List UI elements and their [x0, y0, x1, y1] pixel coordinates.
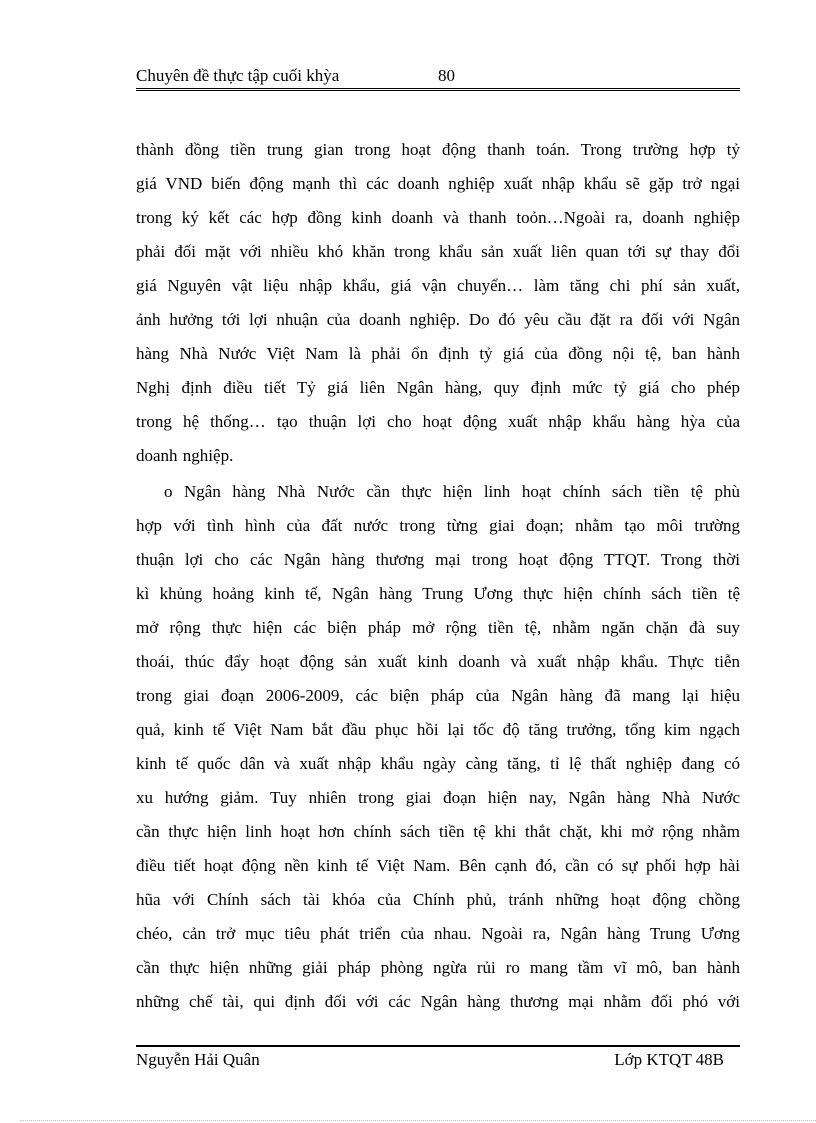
- text-line: quả, kinh tế Việt Nam bắt đầu phục hồi lại tốc độ tăng trưởng, tổng kim ngạch: [136, 720, 740, 739]
- page-edge-divider: [20, 1120, 816, 1121]
- text-line: doanh nghiệp.: [136, 446, 234, 465]
- text-line: Nghị định điều tiết Tỷ giá liên Ngân hàng, quy định mức tỷ giá cho phép: [136, 378, 740, 397]
- text-line: giá VND biến động mạnh thì các doanh nghiệp xuất nhập khẩu sẽ gặp trở ngại: [136, 174, 740, 193]
- text-line: mở rộng thực hiện các biện pháp mở rộng tiền tệ, nhằm ngăn chặn đà suy: [136, 618, 740, 637]
- author-name: Nguyễn Hải Quân: [136, 1050, 260, 1069]
- paragraph-monetary-policy: [136, 475, 740, 1019]
- text-line: kinh tế quốc dân và xuất nhập khẩu ngày càng tăng, tỉ lệ thất nghiệp đang có: [136, 754, 740, 773]
- text-line: hợp với tình hình của đất nước trong từng giai đoạn; nhằm tạo môi trường: [136, 516, 740, 535]
- page-header: [136, 64, 740, 91]
- text-line: ảnh hưởng tới lợi nhuận của doanh nghiệp. Do đó yêu cầu đặt ra đối với Ngân: [136, 310, 740, 329]
- text-line: hàng Nhà Nước Việt Nam là phải ổn định tỷ giá của đồng nội tệ, ban hành: [136, 344, 740, 363]
- page-number: 80: [438, 66, 455, 85]
- text-line: xu hướng giảm. Tuy nhiên trong giai đoạn hiện nay, Ngân hàng Nhà Nước: [136, 788, 740, 807]
- text-line: trong giai đoạn 2006-2009, các biện pháp của Ngân hàng đã mang lại hiệu: [136, 686, 740, 705]
- text-line: thoái, thúc đẩy hoạt động sản xuất kinh doanh và xuất nhập khẩu. Thực tiễn: [136, 652, 740, 671]
- text-line: trong hệ thống… tạo thuận lợi cho hoạt động xuất nhập khẩu hàng hỳa của: [136, 412, 740, 431]
- text-line: cần thực hiện linh hoạt hơn chính sách tiền tệ khi thắt chặt, khi mở rộng nhằm: [136, 822, 740, 841]
- text-line: những chế tài, qui định đối với các Ngân hàng thương mại nhằm đối phó với: [136, 992, 740, 1011]
- footer-divider: [136, 1045, 740, 1047]
- text-line: điều tiết hoạt động nền kinh tế Việt Nam. Bên cạnh đó, cần có sự phối hợp hài: [136, 856, 740, 875]
- document-body: [136, 133, 740, 1021]
- text-line: thuận lợi cho các Ngân hàng thương mại trong hoạt động TTQT. Trong thời: [136, 550, 740, 569]
- text-line: giá Nguyên vật liệu nhập khẩu, giá vận chuyển… làm tăng chi phí sản xuất,: [136, 276, 740, 295]
- text-line: o Ngân hàng Nhà Nước cần thực hiện linh hoạt chính sách tiền tệ phù: [164, 482, 740, 501]
- text-line: kì khủng hoảng kinh tế, Ngân hàng Trung Ương thực hiện chính sách tiền tệ: [136, 584, 740, 603]
- paragraph-exchange-rate: [136, 133, 740, 473]
- text-line: trong ký kết các hợp đồng kinh doanh và thanh toỏn…Ngoài ra, doanh nghiệp: [136, 208, 740, 227]
- text-line: cần thực hiện những giải pháp phòng ngừa rủi ro mang tầm vĩ mô, ban hành: [136, 958, 740, 977]
- class-label: Lớp KTQT 48B: [614, 1050, 724, 1069]
- text-line: phải đối mặt với nhiều khó khăn trong khẩu sản xuất liên quan tới sự thay đổi: [136, 242, 740, 261]
- document-title: Chuyên đề thực tập cuối khỳa: [136, 66, 340, 85]
- text-line: chéo, cản trở mục tiêu phát triển của nhau. Ngoài ra, Ngân hàng Trung Ương: [136, 924, 740, 943]
- text-line: thành đồng tiền trung gian trong hoạt động thanh toán. Trong trường hợp tỷ: [136, 140, 740, 159]
- text-line: hũa với Chính sách tài khóa của Chính phủ, tránh những hoạt động chồng: [136, 890, 740, 909]
